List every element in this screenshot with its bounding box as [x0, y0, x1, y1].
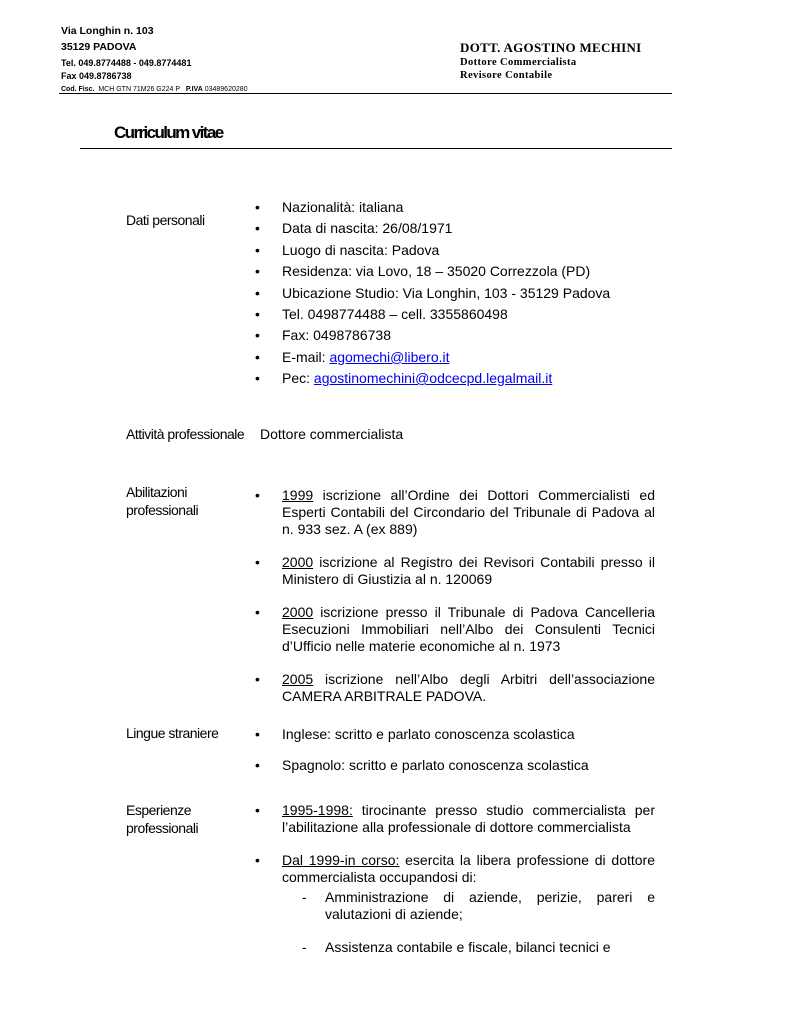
list-item: • 1995-1998: tirocinante presso studio commercialista per l’abilitazione alla professionale di dottore commercialista: [255, 802, 655, 835]
address-city: 35129 PADOVA: [61, 41, 137, 53]
professional-role-2: Revisore Contabile: [460, 70, 553, 81]
address-street: Via Longhin n. 103: [61, 25, 154, 37]
professional-role-1: Dottore Commercialista: [460, 57, 577, 68]
page-title: Curriculum vitae: [114, 123, 223, 142]
fax-number: Fax 049.8786738: [61, 71, 132, 81]
codfisc-label: Cod. Fisc.: [61, 86, 95, 93]
languages-list: [255, 726, 655, 774]
personal-data-list: [255, 199, 655, 392]
experience-list: [255, 802, 655, 972]
title-divider: [80, 148, 672, 149]
letterhead-address: [61, 25, 248, 95]
header-divider: [59, 93, 672, 94]
list-item: • 2005 iscrizione nell’Albo degli Arbitri dell’associazione CAMERA ARBITRALE PADOVA.: [255, 671, 655, 704]
list-item: • Spagnolo: scritto e parlato conoscenza scolastica: [255, 757, 589, 773]
list-item: • Inglese: scritto e parlato conoscenza scolastica: [255, 726, 575, 742]
list-item: • 1999 iscrizione all’Ordine dei Dottori Commercialisti ed Esperti Contabili del Circondario del Tribunale di Padova al n. 933 sez. A (ex 889): [255, 487, 655, 537]
sub-list-item: - Assistenza contabile e fiscale, bilanci tecnici e: [302, 939, 611, 955]
activity-value: Dottore commercialista: [260, 426, 404, 442]
list-item-email: • E-mail: agomechi@libero.it: [255, 348, 450, 365]
qualifications-list: [255, 487, 655, 721]
list-item: • Nazionalità: italiana: [255, 199, 404, 215]
section-label-qualifications: Abilitazioni professionali: [126, 484, 199, 518]
section-label-experience: Esperienze professionali: [126, 802, 199, 836]
list-item-pec: • Pec: agostinomechini@odcecpd.legalmail.it: [255, 370, 553, 387]
list-item: • 2000 iscrizione al Registro dei Revisori Contabili presso il Ministero di Giustizia al n. 120069: [255, 554, 655, 587]
list-item: • Data di nascita: 26/08/1971: [255, 220, 453, 237]
list-item: • Fax: 0498786738: [255, 327, 391, 344]
phone-numbers: Tel. 049.8774488 - 049.8774481: [61, 58, 192, 68]
list-item: • Tel. 0498774488 – cell. 3355860498: [255, 305, 508, 322]
list-item: • 2000 iscrizione presso il Tribunale di Padova Cancelleria Esecuzioni Immobiliari nell’Albo dei Consulenti Tecnici d’Ufficio nelle materie economiche al n. 1973: [255, 604, 655, 654]
list-item: • Luogo di nascita: Padova: [255, 241, 440, 258]
section-label-languages: Lingue straniere: [126, 725, 219, 741]
list-item: • Dal 1999-in corso: esercita la libera professione di dottore commercialista occupandosi di: - Amministrazione di aziende, perizie, pareri e valutazioni di aziende; - Assistenza contabile e fiscale, bilanci tecnici e: [255, 852, 655, 955]
experience-sublist: [282, 889, 655, 956]
letterhead-name-block: [460, 39, 642, 82]
email-link[interactable]: agomechi@libero.it: [329, 348, 450, 365]
list-item: • Ubicazione Studio: Via Longhin, 103 - 35129 Padova: [255, 284, 611, 301]
section-label-activity: Attività professionale: [126, 426, 245, 442]
sub-list-item: - Amministrazione di aziende, perizie, pareri e valutazioni di aziende;: [302, 889, 655, 922]
codfisc-value: MCH GTN 71M26 G224 P: [98, 86, 181, 93]
list-item: • Residenza: via Lovo, 18 – 35020 Correzzola (PD): [255, 263, 591, 280]
section-label-personal: Dati personali: [126, 212, 205, 228]
pec-link[interactable]: agostinomechini@odcecpd.legalmail.it: [313, 370, 553, 387]
piva-label: P.IVA: [185, 86, 203, 93]
professional-name: DOTT. AGOSTINO MECHINI: [460, 40, 642, 55]
piva-value: 03489620280: [204, 86, 248, 93]
